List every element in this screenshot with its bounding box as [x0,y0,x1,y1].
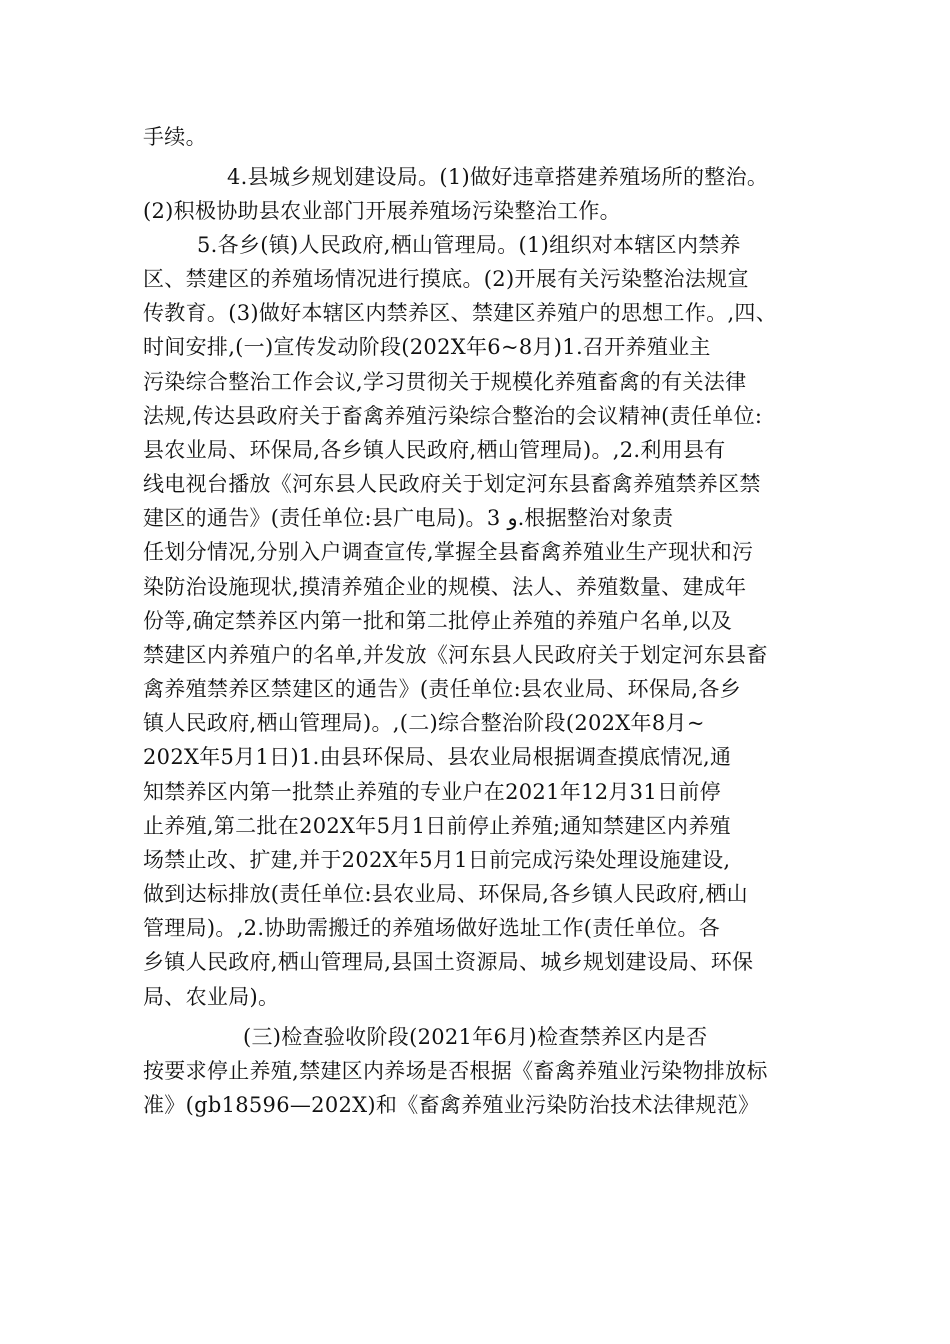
text-line-21: 止养殖,第二批在202X年5月1日前停止养殖;通知禁建区内养殖 [143,814,731,838]
text-line-19: 202X年5月1日)1.由县环保局、县农业局根据调查摸底情况,通 [143,745,732,769]
text-line-12: 建区的通告》(责任单位:县广电局)。3 و.根据整治对象责 [143,506,674,530]
text-line-26: 局、农业局)。 [143,985,280,1009]
text-line-1: 手续。 [143,125,207,149]
text-line-29: 准》(gb18596—202X)和《畜禽养殖业污染防治技术法律规范》 [143,1093,760,1117]
text-line-28: 按要求停止养殖,禁建区内养场是否根据《畜禽养殖业污染物排放标 [143,1059,768,1083]
text-line-2: 4.县城乡规划建设局。(1)做好违章搭建养殖场所的整治。 [227,165,769,189]
text-line-11: 线电视台播放《河东县人民政府关于划定河东县畜禽养殖禁养区禁 [143,472,761,496]
text-line-7: 时间安排,(一)宣传发动阶段(202X年6~8月)1.召开养殖业主 [143,335,711,359]
text-line-5: 区、禁建区的养殖场情况进行摸底。(2)开展有关污染整治法规宣 [143,267,749,291]
text-line-16: 禁建区内养殖户的名单,并发放《河东县人民政府关于划定河东县畜 [143,643,768,667]
text-line-18: 镇人民政府,栖山管理局)。,(二)综合整治阶段(202X年8月~ [143,711,705,735]
text-line-15: 份等,确定禁养区内第一批和第二批停止养殖的养殖户名单,以及 [143,609,733,633]
text-line-25: 乡镇人民政府,栖山管理局,县国土资源局、城乡规划建设局、环保 [143,950,754,974]
text-line-22: 场禁止改、扩建,并于202X年5月1日前完成污染处理设施建设, [143,848,731,872]
text-line-17: 禽养殖禁养区禁建区的通告》(责任单位:县农业局、环保局,各乡 [143,677,741,701]
text-line-8: 污染综合整治工作会议,学习贯彻关于规模化养殖畜禽的有关法律 [143,370,747,394]
text-line-4: 5.各乡(镇)人民政府,栖山管理局。(1)组织对本辖区内禁养 [197,233,741,257]
text-line-13: 任划分情况,分别入户调查宣传,掌握全县畜禽养殖业生产现状和污 [143,540,754,564]
text-line-9: 法规,传达县政府关于畜禽养殖污染综合整治的会议精神(责任单位: [143,404,763,428]
text-line-10: 县农业局、环保局,各乡镇人民政府,栖山管理局)。,2.利用县有 [143,438,726,462]
text-line-24: 管理局)。,2.协助需搬迁的养殖场做好选址工作(责任单位。各 [143,916,721,940]
text-line-3: (2)积极协助县农业部门开展养殖场污染整治工作。 [143,199,621,223]
text-line-14: 染防治设施现状,摸清养殖企业的规模、法人、养殖数量、建成年 [143,575,747,599]
text-line-27: (三)检查验收阶段(2021年6月)检查禁养区内是否 [243,1025,708,1049]
text-line-23: 做到达标排放(责任单位:县农业局、环保局,各乡镇人民政府,栖山 [143,882,748,906]
text-line-6: 传教育。(3)做好本辖区内禁养区、禁建区养殖户的思想工作。,四、 [143,301,778,325]
text-line-20: 知禁养区内第一批禁止养殖的专业户在2021年12月31日前停 [143,780,721,804]
